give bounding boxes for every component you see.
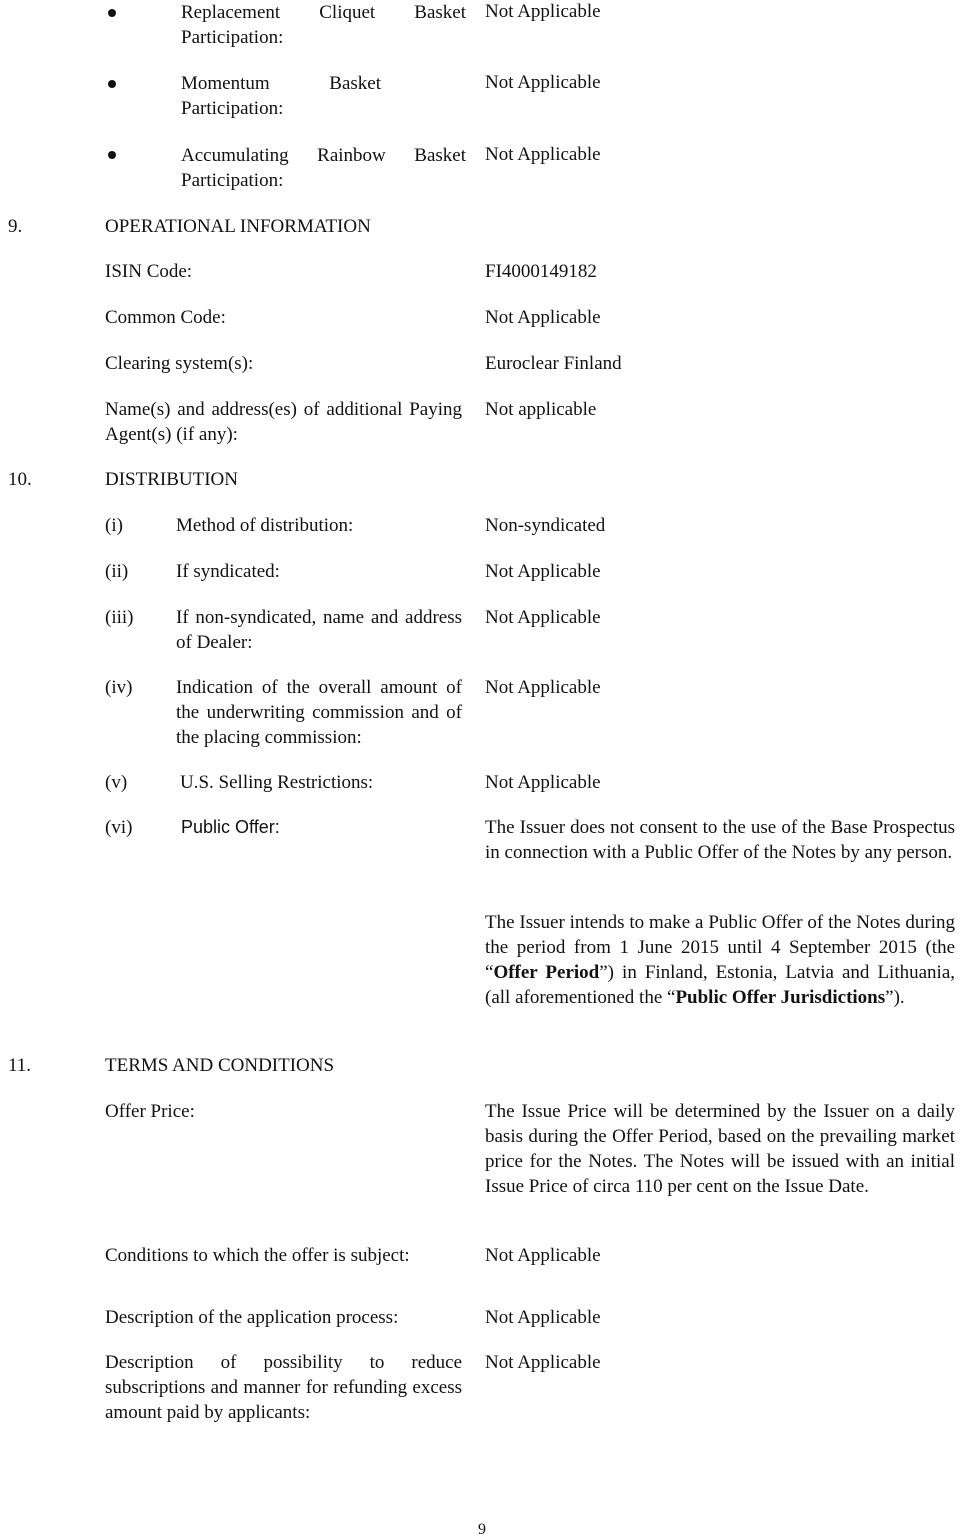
public-offer-jurisdictions-term: Public Offer Jurisdictions xyxy=(675,987,886,1008)
offer-conditions-label: Conditions to which the offer is subject: xyxy=(105,1245,410,1266)
us-selling-restrictions-value: Not Applicable xyxy=(485,772,601,793)
offer-period-term: Offer Period xyxy=(493,962,600,983)
paying-agents-label: Name(s) and address(es) of additional Paying Agent(s) (if any): xyxy=(105,399,462,445)
offer-price-value: The Issue Price will be determined by the Issuer on a daily basis during the Offer Period, based on the prevailing market price for the Notes. The Notes will be issued with an initial Issue Price of circa 110 per cent on the Issue Date. xyxy=(485,1101,955,1197)
public-offer-period-paragraph xyxy=(485,910,955,1010)
basket-value-replacement-cliquet: Not Applicable xyxy=(485,1,601,22)
application-process-value: Not Applicable xyxy=(485,1307,601,1328)
paying-agents-value: Not applicable xyxy=(485,399,597,420)
method-of-distribution-label: Method of distribution: xyxy=(176,515,354,536)
isin-code-value: FI4000149182 xyxy=(485,261,597,282)
page-number: 9 xyxy=(478,1521,486,1538)
public-offer-text-b: ”) in Finland, Estonia, Latvia and Lithuania, (all aforementioned the “ xyxy=(485,962,956,1008)
offer-price-label: Offer Price: xyxy=(105,1101,195,1122)
bullet-1 xyxy=(108,9,116,17)
basket-label-accumulating-rainbow: Accumulating Rainbow Basket Participation: xyxy=(181,145,466,191)
distribution-num-i: (i) xyxy=(105,515,123,536)
public-offer-label: Public Offer: xyxy=(181,817,280,837)
bullet-2 xyxy=(108,80,116,88)
reduce-subscriptions-label: Description of possibility to reduce subscriptions and manner for refunding excess amount paid by applicants: xyxy=(105,1352,462,1423)
reduce-subscriptions-value: Not Applicable xyxy=(485,1352,601,1373)
common-code-value: Not Applicable xyxy=(485,307,601,328)
application-process-label: Description of the application process: xyxy=(105,1307,399,1328)
isin-code-label: ISIN Code: xyxy=(105,261,193,282)
if-syndicated-label: If syndicated: xyxy=(176,561,280,582)
basket-label-momentum: Momentum Basket Participation: xyxy=(181,73,381,119)
basket-value-accumulating-rainbow: Not Applicable xyxy=(485,144,601,165)
us-selling-restrictions-label: U.S. Selling Restrictions: xyxy=(180,772,374,793)
commission-value: Not Applicable xyxy=(485,677,601,698)
section-9-number: 9. xyxy=(8,216,23,237)
bullet-3 xyxy=(108,151,116,159)
distribution-num-v: (v) xyxy=(105,772,128,793)
basket-label-replacement-cliquet: Replacement Cliquet Basket Participation: xyxy=(181,2,466,48)
section-10-number: 10. xyxy=(8,469,32,490)
distribution-num-ii: (ii) xyxy=(105,561,129,582)
method-of-distribution-value: Non-syndicated xyxy=(485,515,606,536)
distribution-num-vi: (vi) xyxy=(105,817,133,838)
distribution-num-iv: (iv) xyxy=(105,677,133,698)
clearing-system-value: Euroclear Finland xyxy=(485,353,622,374)
public-offer-value: The Issuer does not consent to the use of the Base Prospectus in connection with a Public Offer of the Notes by any person. xyxy=(485,817,955,863)
section-9-title: OPERATIONAL INFORMATION xyxy=(105,216,371,237)
if-syndicated-value: Not Applicable xyxy=(485,561,601,582)
section-11-title: TERMS AND CONDITIONS xyxy=(105,1055,335,1076)
section-11-number: 11. xyxy=(8,1055,32,1076)
dealer-label: If non-syndicated, name and address of Dealer: xyxy=(176,607,462,653)
section-10-title: DISTRIBUTION xyxy=(105,469,238,490)
distribution-num-iii: (iii) xyxy=(105,607,134,628)
dealer-value: Not Applicable xyxy=(485,607,601,628)
public-offer-text-a: The Issuer intends to make a Public Offer of the Notes during the period from 1 June 2015 until 4 September 2015 (the “ xyxy=(485,912,955,983)
common-code-label: Common Code: xyxy=(105,307,226,328)
clearing-system-label: Clearing system(s): xyxy=(105,353,254,374)
commission-label: Indication of the overall amount of the underwriting commission and of the placing commission: xyxy=(176,677,462,748)
offer-conditions-value: Not Applicable xyxy=(485,1245,601,1266)
public-offer-text-c: ”). xyxy=(885,987,905,1008)
basket-value-momentum: Not Applicable xyxy=(485,72,601,93)
